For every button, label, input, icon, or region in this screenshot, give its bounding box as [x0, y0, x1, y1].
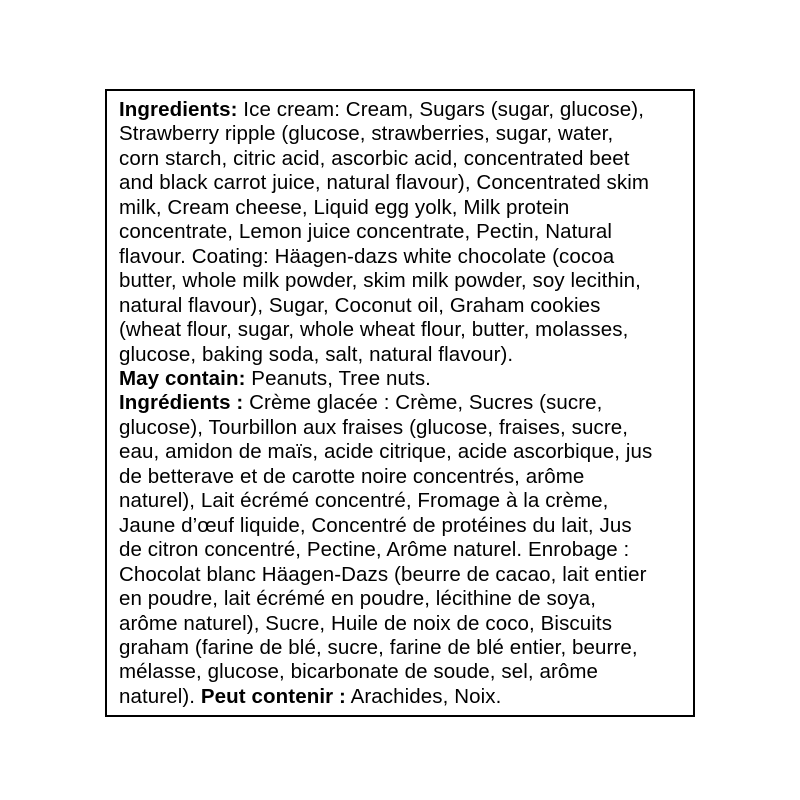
- text-run: natural flavour), Sugar, Coconut oil, Graham cookies: [119, 293, 601, 317]
- text-run: graham (farine de blé, sucre, farine de blé entier, beurre,: [119, 635, 638, 659]
- text-run: naturel), Lait écrémé concentré, Fromage à la crème,: [119, 489, 609, 513]
- label-line: [119, 636, 687, 660]
- text-run: Strawberry ripple (glucose, strawberries, sugar, water,: [119, 122, 614, 146]
- label-line: [119, 538, 687, 562]
- bold-run: Ingrédients :: [119, 391, 244, 415]
- text-run: corn starch, citric acid, ascorbic acid, concentrated beet: [119, 146, 630, 170]
- text-run: Arachides, Noix.: [345, 684, 502, 708]
- label-line: [119, 98, 687, 122]
- label-lines: [119, 98, 687, 709]
- text-run: de citron concentré, Pectine, Arôme naturel. Enrobage :: [119, 538, 630, 562]
- label-line: [119, 587, 687, 611]
- bold-run: Ingredients:: [119, 98, 238, 121]
- label-line: [119, 196, 687, 220]
- label-line: [119, 563, 687, 587]
- label-line: [119, 612, 687, 636]
- text-run: mélasse, glucose, bicarbonate de soude, sel, arôme: [119, 660, 599, 684]
- text-run: glucose), Tourbillon aux fraises (glucose, fraises, sucre,: [119, 415, 629, 439]
- bold-run: Peut contenir :: [200, 684, 346, 708]
- bold-run: May contain:: [119, 366, 246, 390]
- ingredients-label: [105, 89, 695, 717]
- label-line: [119, 294, 687, 318]
- label-line: [119, 465, 687, 489]
- label-line: [119, 489, 687, 513]
- text-run: milk, Cream cheese, Liquid egg yolk, Milk protein: [119, 195, 570, 219]
- label-line: [119, 343, 687, 367]
- text-run: arôme naturel), Sucre, Huile de noix de coco, Biscuits: [119, 611, 613, 635]
- label-line: [119, 514, 687, 538]
- text-run: Ice cream: Cream, Sugars (sugar, glucose),: [237, 98, 644, 121]
- text-run: (wheat flour, sugar, whole wheat flour, butter, molasses,: [119, 318, 629, 342]
- text-run: Crème glacée : Crème, Sucres (sucre,: [243, 391, 603, 415]
- label-line: [119, 171, 687, 195]
- label-line: [119, 318, 687, 342]
- text-run: and black carrot juice, natural flavour), Concentrated skim: [119, 171, 650, 195]
- text-run: Jaune d’œuf liquide, Concentré de protéines du lait, Jus: [119, 513, 632, 537]
- label-line: [119, 245, 687, 269]
- label-line: [119, 269, 687, 293]
- text-run: glucose, baking soda, salt, natural flavour).: [119, 342, 514, 366]
- label-line: [119, 367, 687, 391]
- text-run: concentrate, Lemon juice concentrate, Pectin, Natural: [119, 220, 613, 244]
- text-run: eau, amidon de maïs, acide citrique, acide ascorbique, jus: [119, 440, 653, 464]
- text-run: Peanuts, Tree nuts.: [245, 366, 431, 390]
- label-line: [119, 220, 687, 244]
- text-run: en poudre, lait écrémé en poudre, lécithine de soya,: [119, 587, 596, 611]
- label-line: [119, 440, 687, 464]
- label-line: [119, 685, 687, 709]
- text-run: Chocolat blanc Häagen-Dazs (beurre de cacao, lait entier: [119, 562, 647, 586]
- text-run: naturel).: [119, 684, 201, 708]
- label-line: [119, 391, 687, 415]
- label-line: [119, 416, 687, 440]
- label-line: [119, 660, 687, 684]
- text-run: de betterave et de carotte noire concentrés, arôme: [119, 464, 585, 488]
- text-run: butter, whole milk powder, skim milk powder, soy lecithin,: [119, 269, 641, 293]
- text-run: flavour. Coating: Häagen-dazs white chocolate (cocoa: [119, 244, 615, 268]
- label-line: [119, 122, 687, 146]
- label-line: [119, 147, 687, 171]
